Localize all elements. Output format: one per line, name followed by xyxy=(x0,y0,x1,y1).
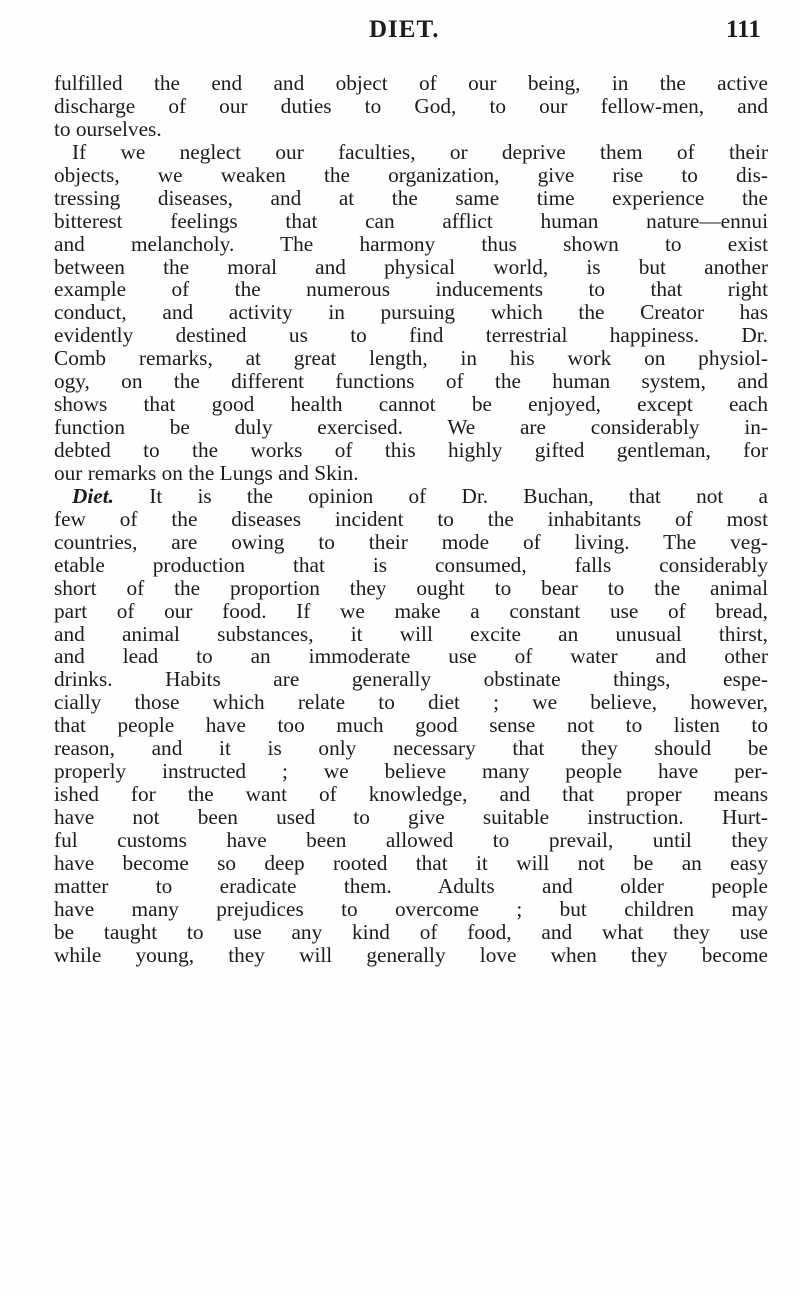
diet-section-first-line xyxy=(54,485,768,508)
text-line: to ourselves. xyxy=(54,116,162,141)
text-line: fulfilled the end and object of our being, in the active xyxy=(54,71,768,95)
text-line: drinks. Habits are generally obstinate things, espe- xyxy=(54,667,768,692)
diet-section-heading: Diet. xyxy=(72,483,114,508)
text-line: example of the numerous inducements to that right xyxy=(54,277,768,302)
running-head-title: DIET. xyxy=(369,16,440,43)
text-line: be taught to use any kind of food, and what they use xyxy=(54,919,768,944)
text-line: If we neglect our faculties, or deprive them of their xyxy=(72,139,768,164)
text-line: discharge of our duties to God, to our fellow-men, and xyxy=(54,93,768,118)
text-line: ished for the want of knowledge, and that proper means xyxy=(54,782,768,807)
text-line: and animal substances, it will excite an unusual thirst, xyxy=(54,621,768,646)
text-line: have not been used to give suitable instruction. Hurt- xyxy=(54,805,768,829)
text-line: Comb remarks, at great length, in his work on physiol- xyxy=(54,346,768,371)
text-line: have many prejudices to overcome ; but children may xyxy=(54,896,768,921)
text-line: part of our food. If we make a constant use of bread, xyxy=(54,598,768,623)
text-line: shows that good health cannot be enjoyed, except each xyxy=(54,392,768,417)
text-line: conduct, and activity in pursuing which the Creator has xyxy=(54,300,768,325)
text-line: while young, they will generally love when they become xyxy=(54,942,768,967)
text-line: between the moral and physical world, is but another xyxy=(54,254,768,279)
text-line: tressing diseases, and at the same time experience the xyxy=(54,185,768,210)
text-line: function be duly exercised. We are considerably in- xyxy=(54,415,768,440)
text-line: and lead to an immoderate use of water and other xyxy=(54,644,768,669)
text-line: ful customs have been allowed to prevail, until they xyxy=(54,827,768,852)
text-line: cially those which relate to diet ; we believe, however, xyxy=(54,690,768,715)
text-line: etable production that is consumed, falls considerably xyxy=(54,552,768,577)
text-line: countries, are owing to their mode of living. The veg- xyxy=(54,529,768,554)
text-line: objects, we weaken the organization, give rise to dis- xyxy=(54,162,768,187)
text-line: our remarks on the Lungs and Skin. xyxy=(54,460,359,485)
text-line: matter to eradicate them. Adults and older people xyxy=(54,873,768,898)
text-line: bitterest feelings that can afflict human nature—ennui xyxy=(54,208,768,233)
text-line: few of the diseases incident to the inhabitants of most xyxy=(54,506,768,531)
text-line: evidently destined us to find terrestrial happiness. Dr. xyxy=(54,323,768,348)
text-line: debted to the works of this highly gifted gentleman, for xyxy=(54,438,768,462)
text-line: ogy, on the different functions of the human system, and xyxy=(54,369,768,394)
text-line: and melancholy. The harmony thus shown to exist xyxy=(54,231,768,256)
running-head xyxy=(0,10,800,50)
page-number: 111 xyxy=(726,16,761,43)
text-line: short of the proportion they ought to bear to the animal xyxy=(54,575,768,600)
diet-first-line-text: It is the opinion of Dr. Buchan, that not a xyxy=(114,483,768,508)
text-line: properly instructed ; we believe many people have per- xyxy=(54,759,768,784)
text-line: that people have too much good sense not to listen to xyxy=(54,713,768,738)
body-text xyxy=(54,72,768,967)
text-line: have become so deep rooted that it will not be an easy xyxy=(54,850,768,875)
text-line: reason, and it is only necessary that they should be xyxy=(54,736,768,761)
